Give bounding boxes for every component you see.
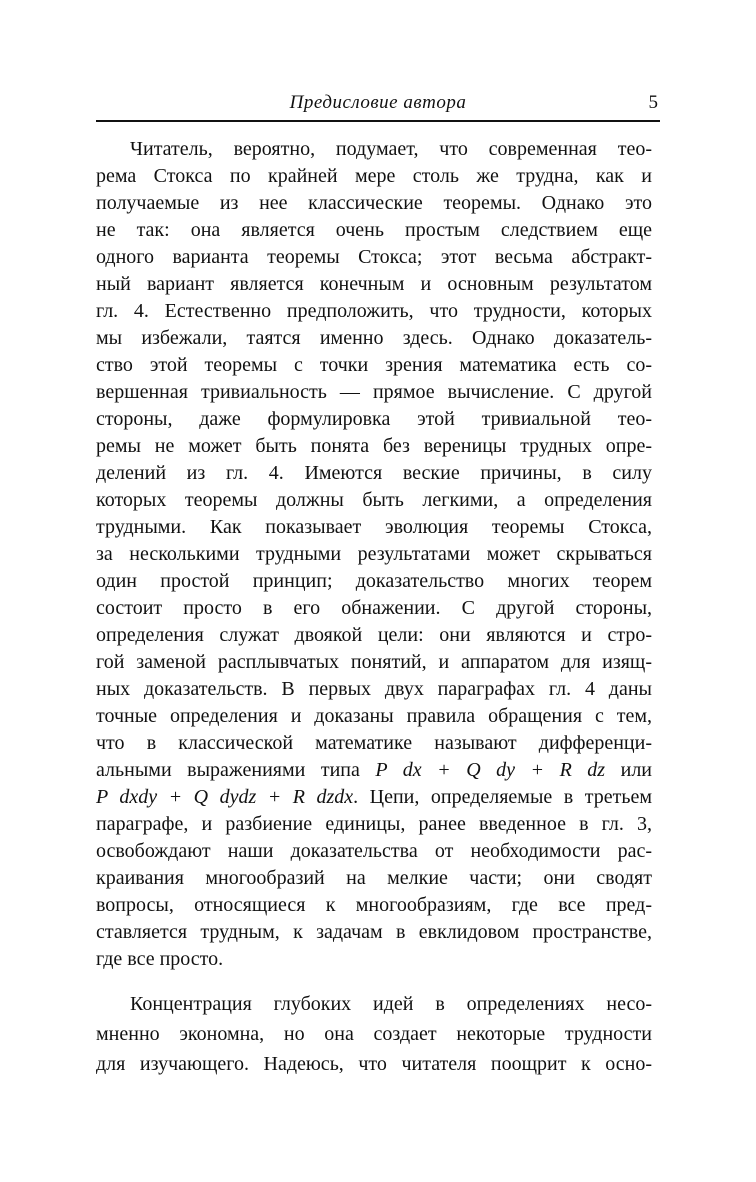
text-line: ных доказательств. В первых двух параграфах гл. 4 даны — [96, 678, 652, 700]
text-line: один простой принцип; доказательство многих теорем — [96, 570, 652, 592]
text-line: не так: она является очень простым следствием еще — [96, 219, 652, 241]
text-line: гл. 4. Естественно предположить, что трудности, которых — [96, 300, 652, 322]
text-line: Концентрация глубоких идей в определениях несо- — [130, 993, 652, 1015]
running-head — [96, 88, 660, 122]
text-line: где все просто. — [96, 948, 224, 970]
running-head-title: Предисловие автора — [289, 92, 467, 113]
body-text — [96, 136, 652, 1079]
text-line: стороны, даже формулировка этой тривиальной тео- — [96, 408, 652, 430]
text-line: которых теоремы должны быть легкими, а определения — [96, 489, 652, 511]
differential-form-formula: P dx + Q dy + R dz — [375, 759, 606, 781]
paragraph-1 — [96, 136, 652, 973]
formula-line — [96, 784, 652, 811]
formula-trail-text: или — [620, 759, 653, 781]
text-line: определения служат двоякой цели: они являются и стро- — [96, 624, 652, 646]
differential-form-formula: P dxdy + Q dydz + R dzdx — [96, 786, 354, 808]
text-line: вершенная тривиальность — прямое вычисление. С другой — [96, 381, 652, 403]
text-line: что в классической математике называют дифференци- — [96, 732, 652, 754]
text-line: вопросы, относящиеся к многообразиям, где все пред- — [96, 894, 652, 916]
text-line: точные определения и доказаны правила обращения с тем, — [96, 705, 652, 727]
text-line: ставляется трудным, к задачам в евклидовом пространстве, — [96, 921, 652, 943]
text-line: гой заменой расплывчатых понятий, и аппаратом для изящ- — [96, 651, 652, 673]
text-line: делений из гл. 4. Имеются веские причины, в силу — [96, 462, 652, 484]
text-line: одного варианта теоремы Стокса; этот весьма абстракт- — [96, 246, 652, 268]
text-line: ный вариант является конечным и основным результатом — [96, 273, 652, 295]
header-rule — [96, 120, 660, 122]
text-line: для изучающего. Надеюсь, что читателя поощрит к осно- — [96, 1053, 652, 1075]
paragraph-2 — [96, 989, 652, 1079]
text-line: ство этой теоремы с точки зрения математика есть со- — [96, 354, 652, 376]
text-line: мненно экономна, но она создает некоторые трудности — [96, 1023, 652, 1045]
page-number: 5 — [648, 92, 658, 113]
text-line: за несколькими трудными результатами может скрываться — [96, 543, 652, 565]
text-line: краивания многообразий на мелкие части; они сводят — [96, 867, 652, 889]
text-line: получаемые из нее классические теоремы. Однако это — [96, 192, 652, 214]
text-line: Читатель, вероятно, подумает, что современная тео- — [130, 138, 652, 160]
text-line: состоит просто в его обнажении. С другой стороны, — [96, 597, 652, 619]
text-line: параграфе, и разбиение единицы, ранее введенное в гл. 3, — [96, 813, 652, 835]
formula-trail-text: . Цепи, определяемые в третьем — [353, 786, 652, 808]
text-line: рема Стокса по крайней мере столь же трудна, как и — [96, 165, 652, 187]
text-line: трудными. Как показывает эволюция теоремы Стокса, — [96, 516, 652, 538]
formula-line — [96, 757, 652, 784]
text-line: ремы не может быть понята без вереницы трудных опре- — [96, 435, 652, 457]
text-line: освобождают наши доказательства от необходимости рас- — [96, 840, 652, 862]
formula-lead-text: альными выражениями типа — [96, 759, 360, 781]
text-line: мы избежали, таятся именно здесь. Однако доказатель- — [96, 327, 652, 349]
